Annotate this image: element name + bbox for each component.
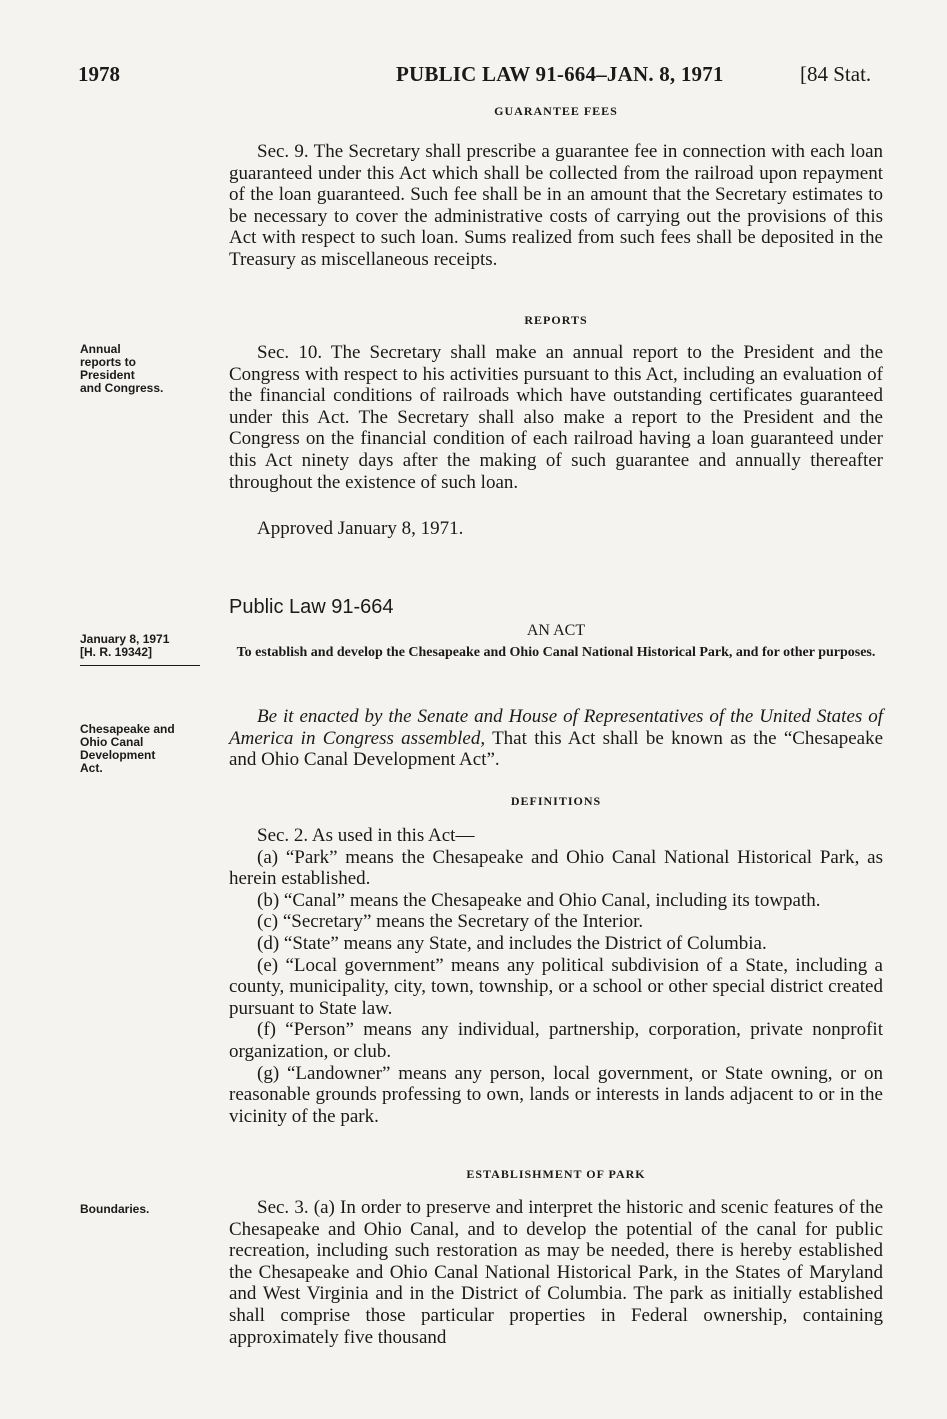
definition-item: (b) “Canal” means the Chesapeake and Ohio Canal, including its towpath. bbox=[257, 889, 821, 911]
section-2-definitions bbox=[229, 825, 883, 1127]
definition-item: (g) “Landowner” means any person, local government, or State owning, or on reasonable grounds professing to own, lands or interests in lands adjacent to or in the vicinity of the park. bbox=[229, 1062, 883, 1127]
enacting-formula: Be it enacted by the Senate and House of Representatives of the United States of America in Congress assembled, bbox=[229, 706, 883, 749]
definition-item: (a) “Park” means the Chesapeake and Ohio Canal National Historical Park, as herein established. bbox=[229, 846, 883, 890]
page-number: 1978 bbox=[78, 62, 120, 86]
section-3-text: Sec. 3. (a) In order to preserve and interpret the historic and scenic features of the Chesapeake and Ohio Canal, and to develop the potential of the canal for public recreation, including such restoration as may be needed, there is hereby established the Chesapeake and Ohio Canal National Historical Park, in the States of Maryland and West Virginia and in the District of Columbia. The park as initially established shall comprise those particular properties in Federal ownership, containing approximately five thousand bbox=[229, 1197, 883, 1348]
an-act-label: AN ACT bbox=[526, 622, 586, 639]
section-9-text: Sec. 9. The Secretary shall prescribe a guarantee fee in connection with each loan guaranteed under this Act which shall be collected from the railroad upon repayment of the loan guaranteed. Such fee shall be in an amount that the Secretary estimates to be necessary to cover the administrative costs of carrying out the provisions of this Act with respect to such loan. Sums realized from such fees shall be deposited in the Treasury as miscellaneous receipts. bbox=[229, 141, 883, 270]
heading-establishment: ESTABLISHMENT OF PARK bbox=[466, 1167, 646, 1181]
definition-item: (e) “Local government” means any political subdivision of a State, including a county, municipality, city, town, township, or a school or other special district created pursuant to State law. bbox=[229, 954, 883, 1019]
definition-item: (d) “State” means any State, and includes the District of Columbia. bbox=[257, 932, 767, 954]
section-10-text: Sec. 10. The Secretary shall make an annual report to the President and the Congress with respect to his activities pursuant to this Act, including an evaluation of the financial conditions of railroads which have outstanding certificates guaranteed under this Act. The Secretary shall also make a report to the President and the Congress on the financial condition of each railroad having a loan guaranteed under this Act ninety days after the making of such guarantee and annually thereafter throughout the existence of such loan. bbox=[229, 342, 883, 493]
divider-rule bbox=[80, 665, 200, 666]
volume-reference: [84 Stat. bbox=[800, 62, 872, 86]
act-purpose: To establish and develop the Chesapeake and Ohio Canal National Historical Park, and for other purposes. bbox=[236, 645, 876, 660]
definition-item: (c) “Secretary” means the Secretary of the Interior. bbox=[257, 911, 644, 933]
margin-note-annual-reports: Annual reports to President and Congress. bbox=[80, 342, 164, 395]
margin-note-boundaries: Boundaries. bbox=[80, 1202, 150, 1216]
heading-definitions: DEFINITIONS bbox=[510, 794, 602, 808]
approved-date: Approved January 8, 1971. bbox=[257, 518, 464, 539]
section-10 bbox=[229, 342, 883, 493]
margin-note-development-act: Chesapeake and Ohio Canal Development Act. bbox=[80, 722, 175, 775]
margin-note-date: January 8, 1971 [H. R. 19342] bbox=[80, 632, 170, 659]
section-9 bbox=[229, 141, 883, 271]
definitions-intro: Sec. 2. As used in this Act— bbox=[257, 825, 475, 846]
approval bbox=[229, 518, 883, 540]
running-title: PUBLIC LAW 91-664–JAN. 8, 1971 bbox=[396, 62, 724, 86]
heading-guarantee-fees: GUARANTEE FEES bbox=[494, 104, 618, 118]
definition-item: (f) “Person” means any individual, partnership, corporation, private nonprofit organization, or club. bbox=[229, 1019, 883, 1062]
public-law-number: Public Law 91-664 bbox=[229, 596, 394, 618]
section-3 bbox=[229, 1197, 883, 1348]
heading-reports: REPORTS bbox=[524, 313, 588, 327]
enacting-clause bbox=[229, 706, 883, 771]
short-title-text: That this Act shall be known as the “Chesapeake and Ohio Canal Development Act”. bbox=[229, 727, 883, 771]
